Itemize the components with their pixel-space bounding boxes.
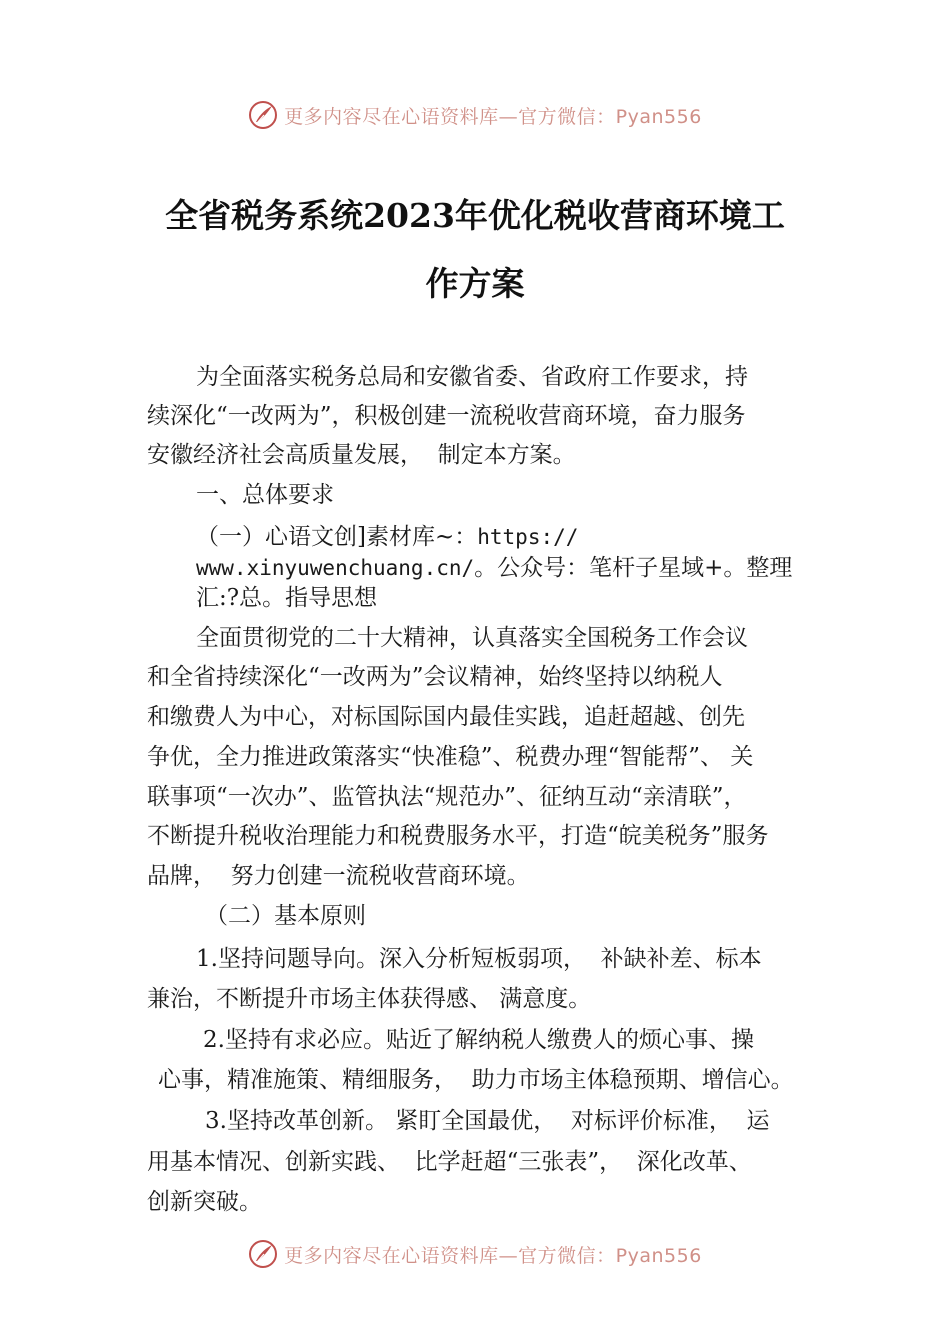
principle-3-line-1: 3.坚持改革创新。 紧盯全国最优， 对标评价标准， 运 (205, 1108, 770, 1134)
paragraph-intro-line-2: 续深化“一改两为”，积极创建一流税收营商环境，奋力服务 (147, 403, 746, 429)
section-heading-1: 一、总体要求 (196, 482, 334, 508)
paragraph-guiding-line-2: 和全省持续深化“一改两为”会议精神，始终坚持以纳税人 (147, 664, 723, 690)
document-title-line-2: 作方案 (425, 264, 525, 303)
document-title-line-1: 全省税务系统2023年优化税收营商环境工 (165, 196, 785, 235)
subsection-heading-1a-line-3: 汇:?总。指导思想 (196, 585, 378, 611)
paragraph-intro-line-3: 安徽经济社会高质量发展， 制定本方案。 (147, 442, 576, 468)
section-heading-2: （二）基本原则 (205, 903, 366, 929)
paragraph-guiding-line-5: 联事项“一次办”、监管执法“规范办”、征纳互动“亲清联”， (147, 784, 747, 810)
paragraph-guiding-line-4: 争优，全力推进政策落实“快准稳”、税费办理“智能帮”、 关 (147, 744, 754, 770)
paragraph-guiding-line-1: 全面贯彻党的二十大精神，认真落实全国税务工作会议 (196, 625, 748, 651)
feather-quill-seal-icon (248, 1239, 278, 1269)
watermark-footer (0, 1234, 950, 1274)
principle-3-line-2: 用基本情况、创新实践、 比学赶超“三张表”， 深化改革、 (147, 1149, 752, 1175)
principle-2-line-2: 心事，精准施策、精细服务， 助力市场主体稳预期、增信心。 (158, 1067, 794, 1093)
watermark-header (0, 95, 950, 135)
subsection-heading-1a-line-1: （一）心语文创]素材库~：https:// (196, 524, 579, 550)
paragraph-intro-line-1: 为全面落实税务总局和安徽省委、省政府工作要求，持 (196, 364, 748, 390)
paragraph-guiding-line-3: 和缴费人为中心，对标国际国内最佳实践，追赶超越、创先 (147, 704, 745, 730)
watermark-wechat-id: Pyan556 (615, 1244, 702, 1267)
feather-quill-seal-icon (248, 100, 278, 130)
watermark-text: 更多内容尽在心语资料库—官方微信：Pyan556 (284, 1244, 702, 1267)
principle-1-line-1: 1.坚持问题导向。深入分析短板弱项， 补缺补差、标本 (196, 946, 762, 972)
watermark-wechat-id: Pyan556 (615, 105, 702, 128)
paragraph-guiding-line-7: 品牌， 努力创建一流税收营商环境。 (147, 863, 530, 889)
paragraph-guiding-line-6: 不断提升税收治理能力和税费服务水平，打造“皖美税务”服务 (147, 823, 769, 849)
principle-1-line-2: 兼治，不断提升市场主体获得感、 满意度。 (147, 986, 592, 1012)
principle-2-line-1: 2.坚持有求必应。贴近了解纳税人缴费人的烦心事、操 (203, 1027, 754, 1053)
principle-3-line-3: 创新突破。 (147, 1189, 262, 1215)
watermark-text: 更多内容尽在心语资料库—官方微信：Pyan556 (284, 105, 702, 128)
subsection-heading-1a-line-2: www.xinyuwenchuang.cn/。公众号：笔杆子星域+。整理 (196, 555, 793, 581)
